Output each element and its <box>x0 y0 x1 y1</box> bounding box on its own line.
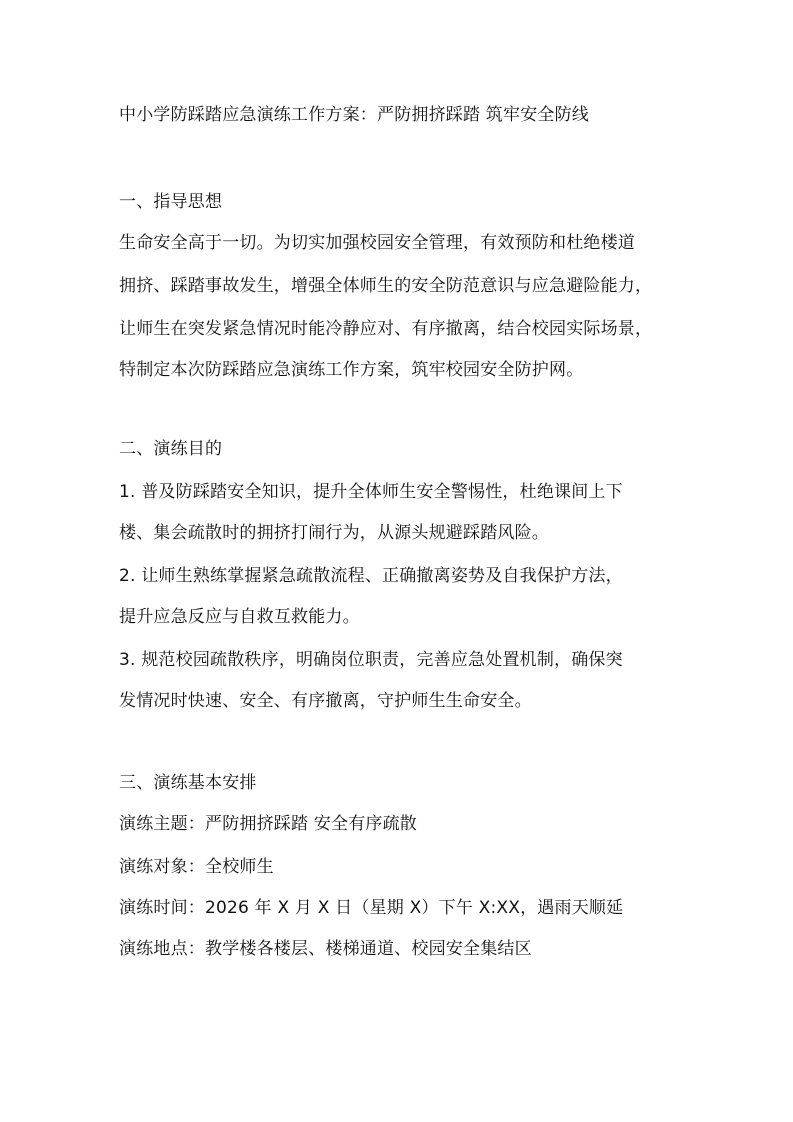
section-heading: 三、演练基本安排 <box>119 773 257 793</box>
list-item-line: 1. 普及防踩踏安全知识，提升全体师生安全警惕性，杜绝课间上下 <box>119 482 623 502</box>
list-item-line: 3. 规范校园疏散秩序，明确岗位职责，完善应急处置机制，确保突 <box>119 650 623 670</box>
list-item-line: 提升应急反应与自救互救能力。 <box>119 607 360 627</box>
section-heading: 二、演练目的 <box>119 439 223 459</box>
info-line: 演练对象：全校师生 <box>119 857 274 877</box>
info-line: 演练主题：严防拥挤踩踏 安全有序疏散 <box>119 814 418 834</box>
list-item-line: 楼、集会疏散时的拥挤打闹行为，从源头规避踩踏风险。 <box>119 523 549 543</box>
list-item-line: 2. 让师生熟练掌握紧急疏散流程、正确撤离姿势及自我保护方法， <box>119 566 623 586</box>
section-heading: 一、指导思想 <box>119 192 223 212</box>
list-item-line: 发情况时快速、安全、有序撤离，守护师生生命安全。 <box>119 691 532 711</box>
info-line: 演练地点：教学楼各楼层、楼梯通道、校园安全集结区 <box>119 939 532 959</box>
paragraph-line: 生命安全高于一切。为切实加强校园安全管理，有效预防和杜绝楼道 <box>119 233 635 253</box>
paragraph-line: 特制定本次防踩踏应急演练工作方案，筑牢校园安全防护网。 <box>119 360 584 380</box>
info-line: 演练时间：2026 年 X 月 X 日（星期 X）下午 X:XX，遇雨天顺延 <box>119 898 624 918</box>
paragraph-line: 让师生在突发紧急情况时能冷静应对、有序撤离，结合校园实际场景， <box>119 319 653 339</box>
document-title: 中小学防踩踏应急演练工作方案：严防拥挤踩踏 筑牢安全防线 <box>119 105 590 125</box>
paragraph-line: 拥挤、踩踏事故发生，增强全体师生的安全防范意识与应急避险能力， <box>119 276 653 296</box>
